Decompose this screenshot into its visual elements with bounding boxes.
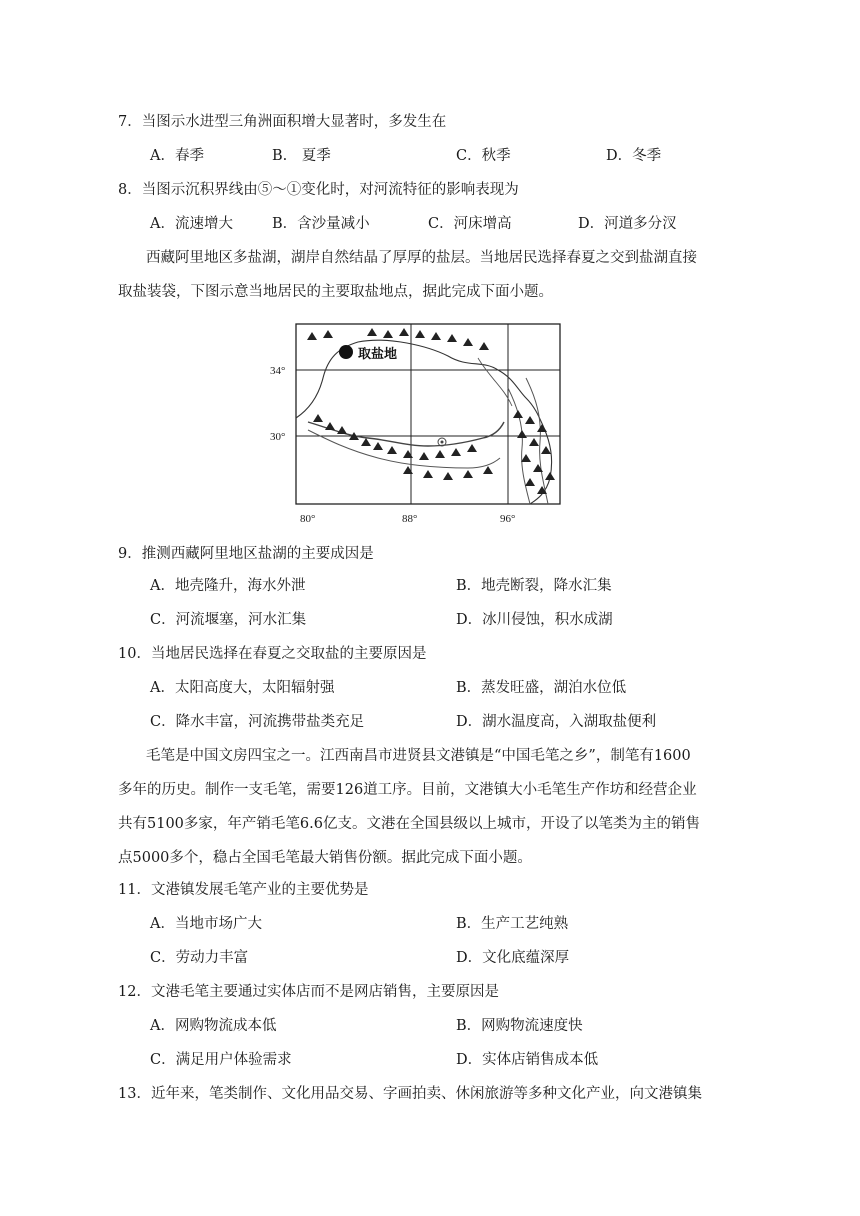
passage-2-line-1: 毛笔是中国文房四宝之一。江西南昌市进贤县文港镇是“中国毛笔之乡”，制笔有1600 bbox=[146, 748, 691, 764]
q8-option-a[interactable]: A．流速增大 bbox=[150, 216, 233, 232]
question-8-stem: 8．当图示沉积界线由⑤～①变化时，对河流特征的影响表现为 bbox=[118, 182, 519, 198]
passage-2-line-3: 共有5100多家，年产销毛笔6.6亿支。文港在全国县级以上城市，开设了以笔类为主的销售 bbox=[118, 816, 700, 832]
passage-2-line-2: 多年的历史。制作一支毛笔，需要126道工序。目前，文港镇大小毛笔生产作坊和经营企业 bbox=[118, 782, 697, 798]
passage-1-line-1: 西藏阿里地区多盐湖，湖岸自然结晶了厚厚的盐层。当地居民选择春夏之交到盐湖直接 bbox=[146, 250, 697, 266]
q7-option-a[interactable]: A．春季 bbox=[150, 148, 204, 164]
lon-label-80: 80° bbox=[300, 513, 316, 525]
lat-label-34: 34° bbox=[270, 365, 286, 377]
question-11-stem: 11．文港镇发展毛笔产业的主要优势是 bbox=[118, 882, 369, 898]
salt-site-marker bbox=[339, 345, 353, 359]
lat-label-30: 30° bbox=[270, 431, 286, 443]
question-10-stem: 10．当地居民选择在春夏之交取盐的主要原因是 bbox=[118, 646, 427, 662]
q8-option-c[interactable]: C．河床增高 bbox=[428, 216, 512, 232]
q7-option-c[interactable]: C．秋季 bbox=[456, 148, 511, 164]
passage-2-line-4: 点5000多个，稳占全国毛笔最大销售份额。据此完成下面小题。 bbox=[118, 850, 532, 866]
salt-site-label: 取盐地 bbox=[358, 346, 398, 361]
q12-option-b[interactable]: B．网购物流速度快 bbox=[456, 1018, 583, 1034]
q9-option-a[interactable]: A．地壳隆升，海水外泄 bbox=[150, 578, 306, 594]
q8-option-b[interactable]: B．含沙量减小 bbox=[272, 216, 370, 232]
q12-option-d[interactable]: D．实体店销售成本低 bbox=[456, 1052, 599, 1068]
lon-label-96: 96° bbox=[500, 513, 516, 525]
q9-option-b[interactable]: B．地壳断裂，降水汇集 bbox=[456, 578, 612, 594]
salt-lake-map bbox=[268, 318, 576, 530]
question-12-stem: 12．文港毛笔主要通过实体店而不是网店销售，主要原因是 bbox=[118, 984, 499, 1000]
q11-option-c[interactable]: C．劳动力丰富 bbox=[150, 950, 249, 966]
question-13-stem: 13．近年来，笔类制作、文化用品交易、字画拍卖、休闲旅游等多种文化产业，向文港镇集 bbox=[118, 1086, 702, 1102]
q10-option-d[interactable]: D．湖水温度高，入湖取盐便利 bbox=[456, 714, 657, 730]
q7-option-d[interactable]: D．冬季 bbox=[606, 148, 662, 164]
q7-option-b[interactable]: B. 夏季 bbox=[272, 148, 331, 164]
q12-option-a[interactable]: A．网购物流成本低 bbox=[150, 1018, 277, 1034]
q9-option-d[interactable]: D．冰川侵蚀，积水成湖 bbox=[456, 612, 613, 628]
q10-option-b[interactable]: B．蒸发旺盛，湖泊水位低 bbox=[456, 680, 627, 696]
passage-1-line-2: 取盐装袋，下图示意当地居民的主要取盐地点，据此完成下面小题。 bbox=[118, 284, 553, 300]
lake-center-dot bbox=[441, 441, 444, 444]
question-9-stem: 9．推测西藏阿里地区盐湖的主要成因是 bbox=[118, 546, 374, 562]
q10-option-c[interactable]: C．降水丰富，河流携带盐类充足 bbox=[150, 714, 365, 730]
q9-option-c[interactable]: C．河流堰塞，河水汇集 bbox=[150, 612, 307, 628]
question-7-stem: 7．当图示水进型三角洲面积增大显著时，多发生在 bbox=[118, 114, 447, 130]
q8-option-d[interactable]: D．河道多分汊 bbox=[578, 216, 677, 232]
q12-option-c[interactable]: C．满足用户体验需求 bbox=[150, 1052, 292, 1068]
lon-label-88: 88° bbox=[402, 513, 418, 525]
q11-option-d[interactable]: D．文化底蕴深厚 bbox=[456, 950, 570, 966]
q10-option-a[interactable]: A．太阳高度大，太阳辐射强 bbox=[150, 680, 335, 696]
q11-option-a[interactable]: A．当地市场广大 bbox=[150, 916, 262, 932]
q11-option-b[interactable]: B．生产工艺纯熟 bbox=[456, 916, 569, 932]
